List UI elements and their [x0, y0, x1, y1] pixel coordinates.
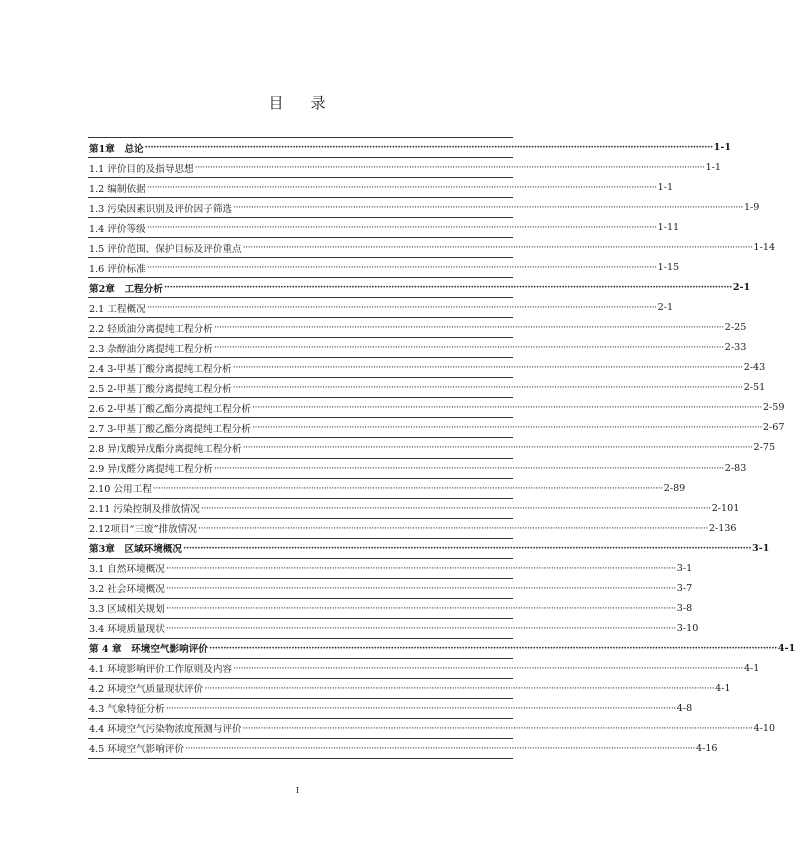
toc-section-row — [88, 499, 740, 519]
toc-entry-page: 4-8 — [676, 702, 693, 714]
toc-dot-leader: ········································································································································································································ — [242, 722, 753, 734]
toc-section-row — [88, 198, 760, 218]
table-of-contents — [88, 137, 795, 759]
toc-section-row — [88, 619, 699, 639]
toc-section-row — [88, 218, 680, 238]
toc-entry-page: 4-1 — [743, 662, 760, 674]
toc-entry-label: 2.6 2-甲基丁酸乙酯分离提纯工程分析 — [89, 403, 251, 415]
toc-entry-label: 3.2 社会环境概况 — [89, 584, 165, 596]
toc-dot-leader: ········································································································································································································ — [165, 622, 676, 634]
toc-entry-page: 3-10 — [676, 622, 699, 634]
toc-section-row — [88, 438, 776, 458]
toc-entry-page: 2-51 — [743, 382, 766, 394]
toc-entry-page: 1-15 — [657, 262, 680, 274]
toc-chapter-row — [88, 639, 795, 659]
toc-section-row — [88, 318, 747, 338]
toc-entry-page: 2-25 — [724, 322, 747, 334]
title-right-char: 录 — [310, 94, 327, 112]
toc-entry-label: 4.5 环境空气影响评价 — [89, 744, 185, 756]
toc-entry-label: 1.3 污染因素识别及评价因子筛选 — [89, 203, 233, 215]
toc-entry-page: 2-33 — [724, 342, 747, 354]
toc-entry-label: 2.7 3-甲基丁酸乙酯分离提纯工程分析 — [89, 423, 251, 435]
toc-section-row — [88, 258, 680, 278]
toc-dot-leader: ········································································································································································································ — [200, 502, 711, 514]
toc-section-row — [88, 599, 693, 619]
toc-entry-label: 1.6 评价标准 — [89, 263, 146, 275]
toc-entry-label: 1.2 编制依据 — [89, 183, 146, 195]
toc-section-row — [88, 479, 686, 499]
toc-entry-page: 3-8 — [676, 602, 693, 614]
toc-entry-page: 2-1 — [657, 302, 674, 314]
toc-entry-label: 2.9 异戊醛分离提纯工程分析 — [89, 464, 213, 476]
toc-entry-page: 2-59 — [762, 402, 785, 414]
toc-dot-leader: ········································································································································································································ — [185, 742, 695, 754]
toc-section-row — [88, 699, 693, 719]
toc-dot-leader: ········································································································································································································ — [251, 422, 762, 434]
toc-section-row — [88, 459, 747, 479]
toc-entry-label: 3.1 自然环境概况 — [89, 564, 165, 576]
toc-entry-label: 4.3 气象特征分析 — [89, 704, 165, 716]
toc-entry-label: 第3章 区域环境概况 — [89, 544, 183, 556]
toc-entry-page: 1-14 — [753, 242, 776, 254]
toc-section-row — [88, 338, 747, 358]
toc-entry-label: 2.2 轻质油分离提纯工程分析 — [89, 323, 213, 335]
toc-dot-leader: ········································································································································································································ — [204, 682, 715, 694]
toc-dot-leader: ········································································································································································································ — [146, 262, 657, 274]
toc-section-row — [88, 418, 785, 438]
toc-entry-label: 第1章 总论 — [89, 143, 144, 155]
toc-entry-page: 2-43 — [743, 362, 766, 374]
toc-entry-label: 第 4 章 环境空气影响评价 — [89, 644, 208, 656]
toc-dot-leader: ········································································································································································································ — [165, 702, 676, 714]
toc-entry-label: 4.1 环境影响评价工作原则及内容 — [89, 664, 233, 676]
toc-entry-label: 2.12项目“三废”排放情况 — [89, 524, 197, 536]
toc-section-row — [88, 519, 737, 539]
toc-dot-leader: ········································································································································································································ — [194, 162, 705, 174]
toc-entry-label: 2.4 3-甲基丁酸分离提纯工程分析 — [89, 363, 232, 375]
toc-entry-page: 3-7 — [676, 582, 693, 594]
toc-chapter-row — [88, 278, 751, 298]
toc-section-row — [88, 659, 760, 679]
toc-dot-leader: ········································································································································································································ — [208, 642, 777, 654]
toc-section-row — [88, 579, 693, 599]
toc-section-row — [88, 158, 722, 178]
toc-entry-label: 4.2 环境空气质量现状评价 — [89, 684, 204, 696]
toc-entry-page: 1-11 — [657, 222, 680, 234]
toc-entry-page: 2-67 — [762, 422, 785, 434]
toc-dot-leader: ········································································································································································································ — [197, 522, 708, 534]
toc-section-row — [88, 358, 766, 378]
toc-entry-label: 4.4 环境空气污染物浓度预测与评价 — [89, 724, 242, 736]
toc-entry-page: 3-1 — [752, 542, 770, 554]
toc-entry-page: 4-10 — [753, 722, 776, 734]
toc-entry-label: 2.3 杂醇油分离提纯工程分析 — [89, 343, 213, 355]
toc-dot-leader: ········································································································································································································ — [251, 402, 762, 414]
toc-entry-page: 2-89 — [663, 482, 686, 494]
toc-dot-leader: ········································································································································································································ — [146, 222, 657, 234]
toc-entry-label: 2.8 异戊酸异戊酯分离提纯工程分析 — [89, 443, 242, 455]
toc-dot-leader: ········································································································································································································ — [213, 342, 724, 354]
toc-entry-label: 3.4 环境质量现状 — [89, 624, 165, 636]
toc-entry-label: 3.3 区域相关规划 — [89, 604, 165, 616]
page-number: I — [295, 786, 300, 795]
toc-entry-label: 2.1 工程概况 — [89, 303, 146, 315]
toc-entry-label: 1.1 评价目的及指导思想 — [89, 163, 194, 175]
toc-entry-label: 第2章 工程分析 — [89, 283, 163, 295]
page-title — [0, 92, 595, 113]
toc-entry-page: 2-1 — [732, 282, 751, 294]
toc-dot-leader: ········································································································································································································ — [165, 582, 676, 594]
toc-section-row — [88, 298, 674, 318]
toc-entry-page: 4-1 — [715, 682, 731, 694]
toc-section-row — [88, 679, 731, 699]
toc-dot-leader: ········································································································································································································ — [233, 662, 743, 674]
toc-dot-leader: ········································································································································································································ — [232, 362, 743, 374]
toc-dot-leader: ········································································································································································································ — [165, 602, 676, 614]
toc-dot-leader: ········································································································································································································ — [213, 462, 724, 474]
toc-entry-page: 1-9 — [743, 202, 760, 214]
title-left-char: 目 — [268, 94, 285, 112]
toc-entry-page: 3-1 — [676, 562, 693, 574]
toc-section-row — [88, 739, 718, 759]
toc-entry-page: 4-1 — [777, 642, 795, 654]
toc-entry-label: 2.11 污染控制及排放情况 — [89, 504, 200, 516]
toc-chapter-row — [88, 138, 732, 158]
toc-dot-leader: ········································································································································································································ — [183, 542, 752, 554]
toc-dot-leader: ········································································································································································································ — [232, 382, 743, 394]
toc-chapter-row — [88, 539, 770, 559]
toc-entry-label: 1.4 评价等级 — [89, 223, 146, 235]
toc-entry-page: 2-83 — [724, 462, 747, 474]
toc-dot-leader: ········································································································································································································ — [242, 442, 753, 454]
toc-section-row — [88, 238, 776, 258]
toc-entry-page: 2-101 — [711, 502, 740, 514]
toc-dot-leader: ········································································································································································································ — [165, 562, 676, 574]
toc-section-row — [88, 719, 776, 739]
toc-dot-leader: ········································································································································································································ — [152, 482, 663, 494]
toc-entry-page: 1-1 — [657, 182, 674, 194]
toc-entry-label: 1.5 评价范围、保护目标及评价重点 — [89, 243, 242, 255]
toc-section-row — [88, 378, 766, 398]
toc-dot-leader: ········································································································································································································ — [233, 202, 743, 214]
toc-entry-page: 1-1 — [713, 142, 732, 154]
toc-entry-page: 2-75 — [753, 442, 776, 454]
toc-entry-label: 2.10 公用工程 — [89, 484, 152, 496]
toc-dot-leader: ········································································································································································································ — [146, 182, 657, 194]
toc-entry-label: 2.5 2-甲基丁酸分离提纯工程分析 — [89, 383, 232, 395]
toc-section-row — [88, 398, 785, 418]
toc-entry-page: 1-1 — [705, 162, 722, 174]
toc-entry-page: 4-16 — [695, 742, 718, 754]
toc-dot-leader: ········································································································································································································ — [144, 142, 713, 154]
toc-dot-leader: ········································································································································································································ — [213, 322, 724, 334]
toc-dot-leader: ········································································································································································································ — [146, 302, 657, 314]
toc-section-row — [88, 178, 674, 198]
toc-dot-leader: ········································································································································································································ — [242, 242, 753, 254]
toc-dot-leader: ········································································································································································································ — [163, 282, 732, 294]
toc-entry-page: 2-136 — [708, 522, 737, 534]
toc-section-row — [88, 559, 693, 579]
